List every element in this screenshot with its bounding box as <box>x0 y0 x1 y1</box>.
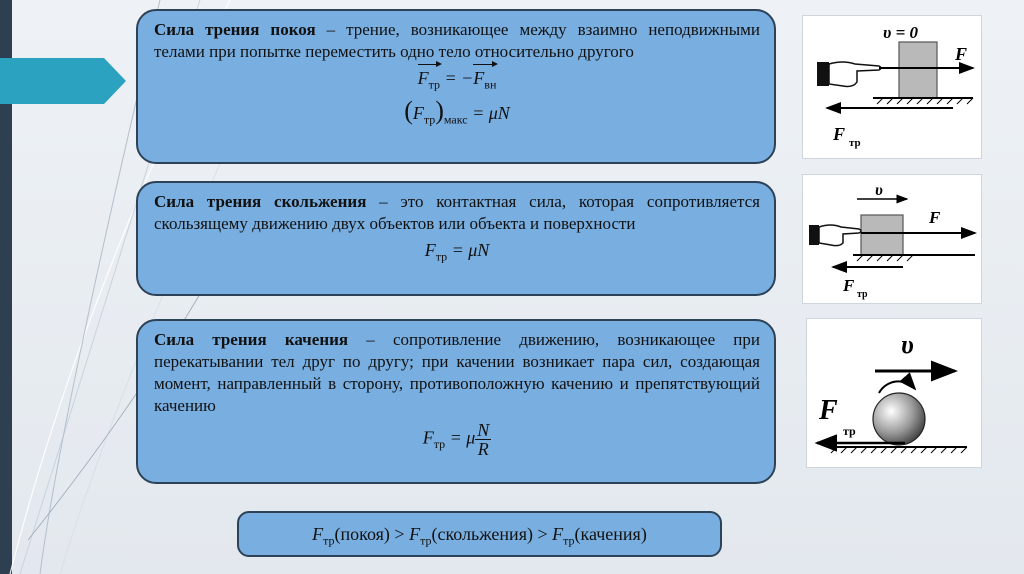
formula-subscript: вн <box>484 77 497 92</box>
sliding-friction-figure <box>802 174 982 304</box>
friction-subscript: тр <box>843 424 856 438</box>
rolling-friction-panel <box>136 319 776 484</box>
hand-icon <box>817 62 881 87</box>
block-icon <box>861 215 903 255</box>
formula-symbol: F <box>417 68 429 88</box>
fraction-denominator: R <box>477 439 489 459</box>
static-friction-figure <box>802 15 982 159</box>
sliding-friction-panel <box>136 181 776 296</box>
rolling-friction-formula <box>154 421 760 458</box>
comparison-part-3: (качения) <box>574 524 647 544</box>
formula-symbol: F <box>422 427 434 448</box>
formula-operator: = μ <box>445 427 476 448</box>
friction-subscript: тр <box>849 137 861 149</box>
static-friction-panel <box>136 9 776 164</box>
formula-subscript: тр <box>435 249 448 264</box>
formula-subscript: тр <box>563 533 575 548</box>
fraction-numerator: N <box>477 420 490 440</box>
rolling-friction-term: Сила трения качения <box>154 330 349 349</box>
formula-operator: = μN <box>447 240 490 260</box>
block-icon <box>899 42 937 98</box>
formula-fraction <box>475 421 491 458</box>
velocity-zero-label: υ = 0 <box>883 23 919 42</box>
sliding-friction-text <box>154 191 760 235</box>
sliding-friction-definition: – это контактная сила, которая сопротивляется скользящему движению двух объектов или объекта и поверхности <box>154 192 760 233</box>
force-label: F <box>929 208 941 227</box>
formula-symbol: F <box>552 524 564 544</box>
static-friction-formula-1 <box>154 67 760 96</box>
formula-operator: = − <box>440 68 474 88</box>
formula-subscript: тр <box>420 533 432 548</box>
formula-subscript: тр <box>428 77 440 92</box>
friction-label: F <box>819 395 838 426</box>
static-friction-term: Сила трения покоя <box>154 20 316 39</box>
hand-icon <box>809 225 861 246</box>
velocity-label: υ <box>875 182 883 199</box>
formula-symbol: F <box>424 240 436 260</box>
rolling-friction-text <box>154 329 760 417</box>
friction-comparison-box <box>237 511 722 557</box>
velocity-label: υ <box>901 330 914 359</box>
rotation-arrow <box>879 381 915 393</box>
formula-symbol: F <box>409 524 421 544</box>
static-friction-formula-2: $(F_{тр})_{макс} = \mu N$ <box>404 95 510 127</box>
formula-symbol: F <box>473 68 485 88</box>
static-friction-text <box>154 19 760 63</box>
slide-marker-tab <box>0 58 126 104</box>
formula-subscript: макс <box>443 112 468 127</box>
comparison-part-1: (покоя) > <box>334 524 410 544</box>
formula-subscript: тр <box>323 533 335 548</box>
formula-symbol: F <box>312 524 324 544</box>
formula-subscript: тр <box>423 112 436 127</box>
rolling-friction-definition: – сопротивление движению, возникающее при перекатывании тел друг по другу; при качении возникает пара сил, создающая момент, направленный в сторону, противоположную качению и препятствующий качению <box>154 330 760 415</box>
formula-subscript: тр <box>433 437 446 452</box>
friction-label: F <box>843 276 855 295</box>
friction-label: F <box>833 124 846 144</box>
ball-icon <box>873 393 925 445</box>
force-label: F <box>955 44 968 64</box>
sliding-friction-term: Сила трения скольжения <box>154 192 367 211</box>
comparison-part-2: (скольжения) > <box>431 524 553 544</box>
static-friction-definition: – трение, возникающее между взаимно неподвижными телами при попытке переместить одно тело относительно другого <box>154 20 760 61</box>
sliding-friction-formula <box>154 239 760 268</box>
rolling-friction-figure <box>806 318 982 468</box>
friction-subscript: тр <box>857 289 868 300</box>
formula-symbol: F <box>412 102 424 123</box>
formula-operator: = μN <box>467 102 510 123</box>
